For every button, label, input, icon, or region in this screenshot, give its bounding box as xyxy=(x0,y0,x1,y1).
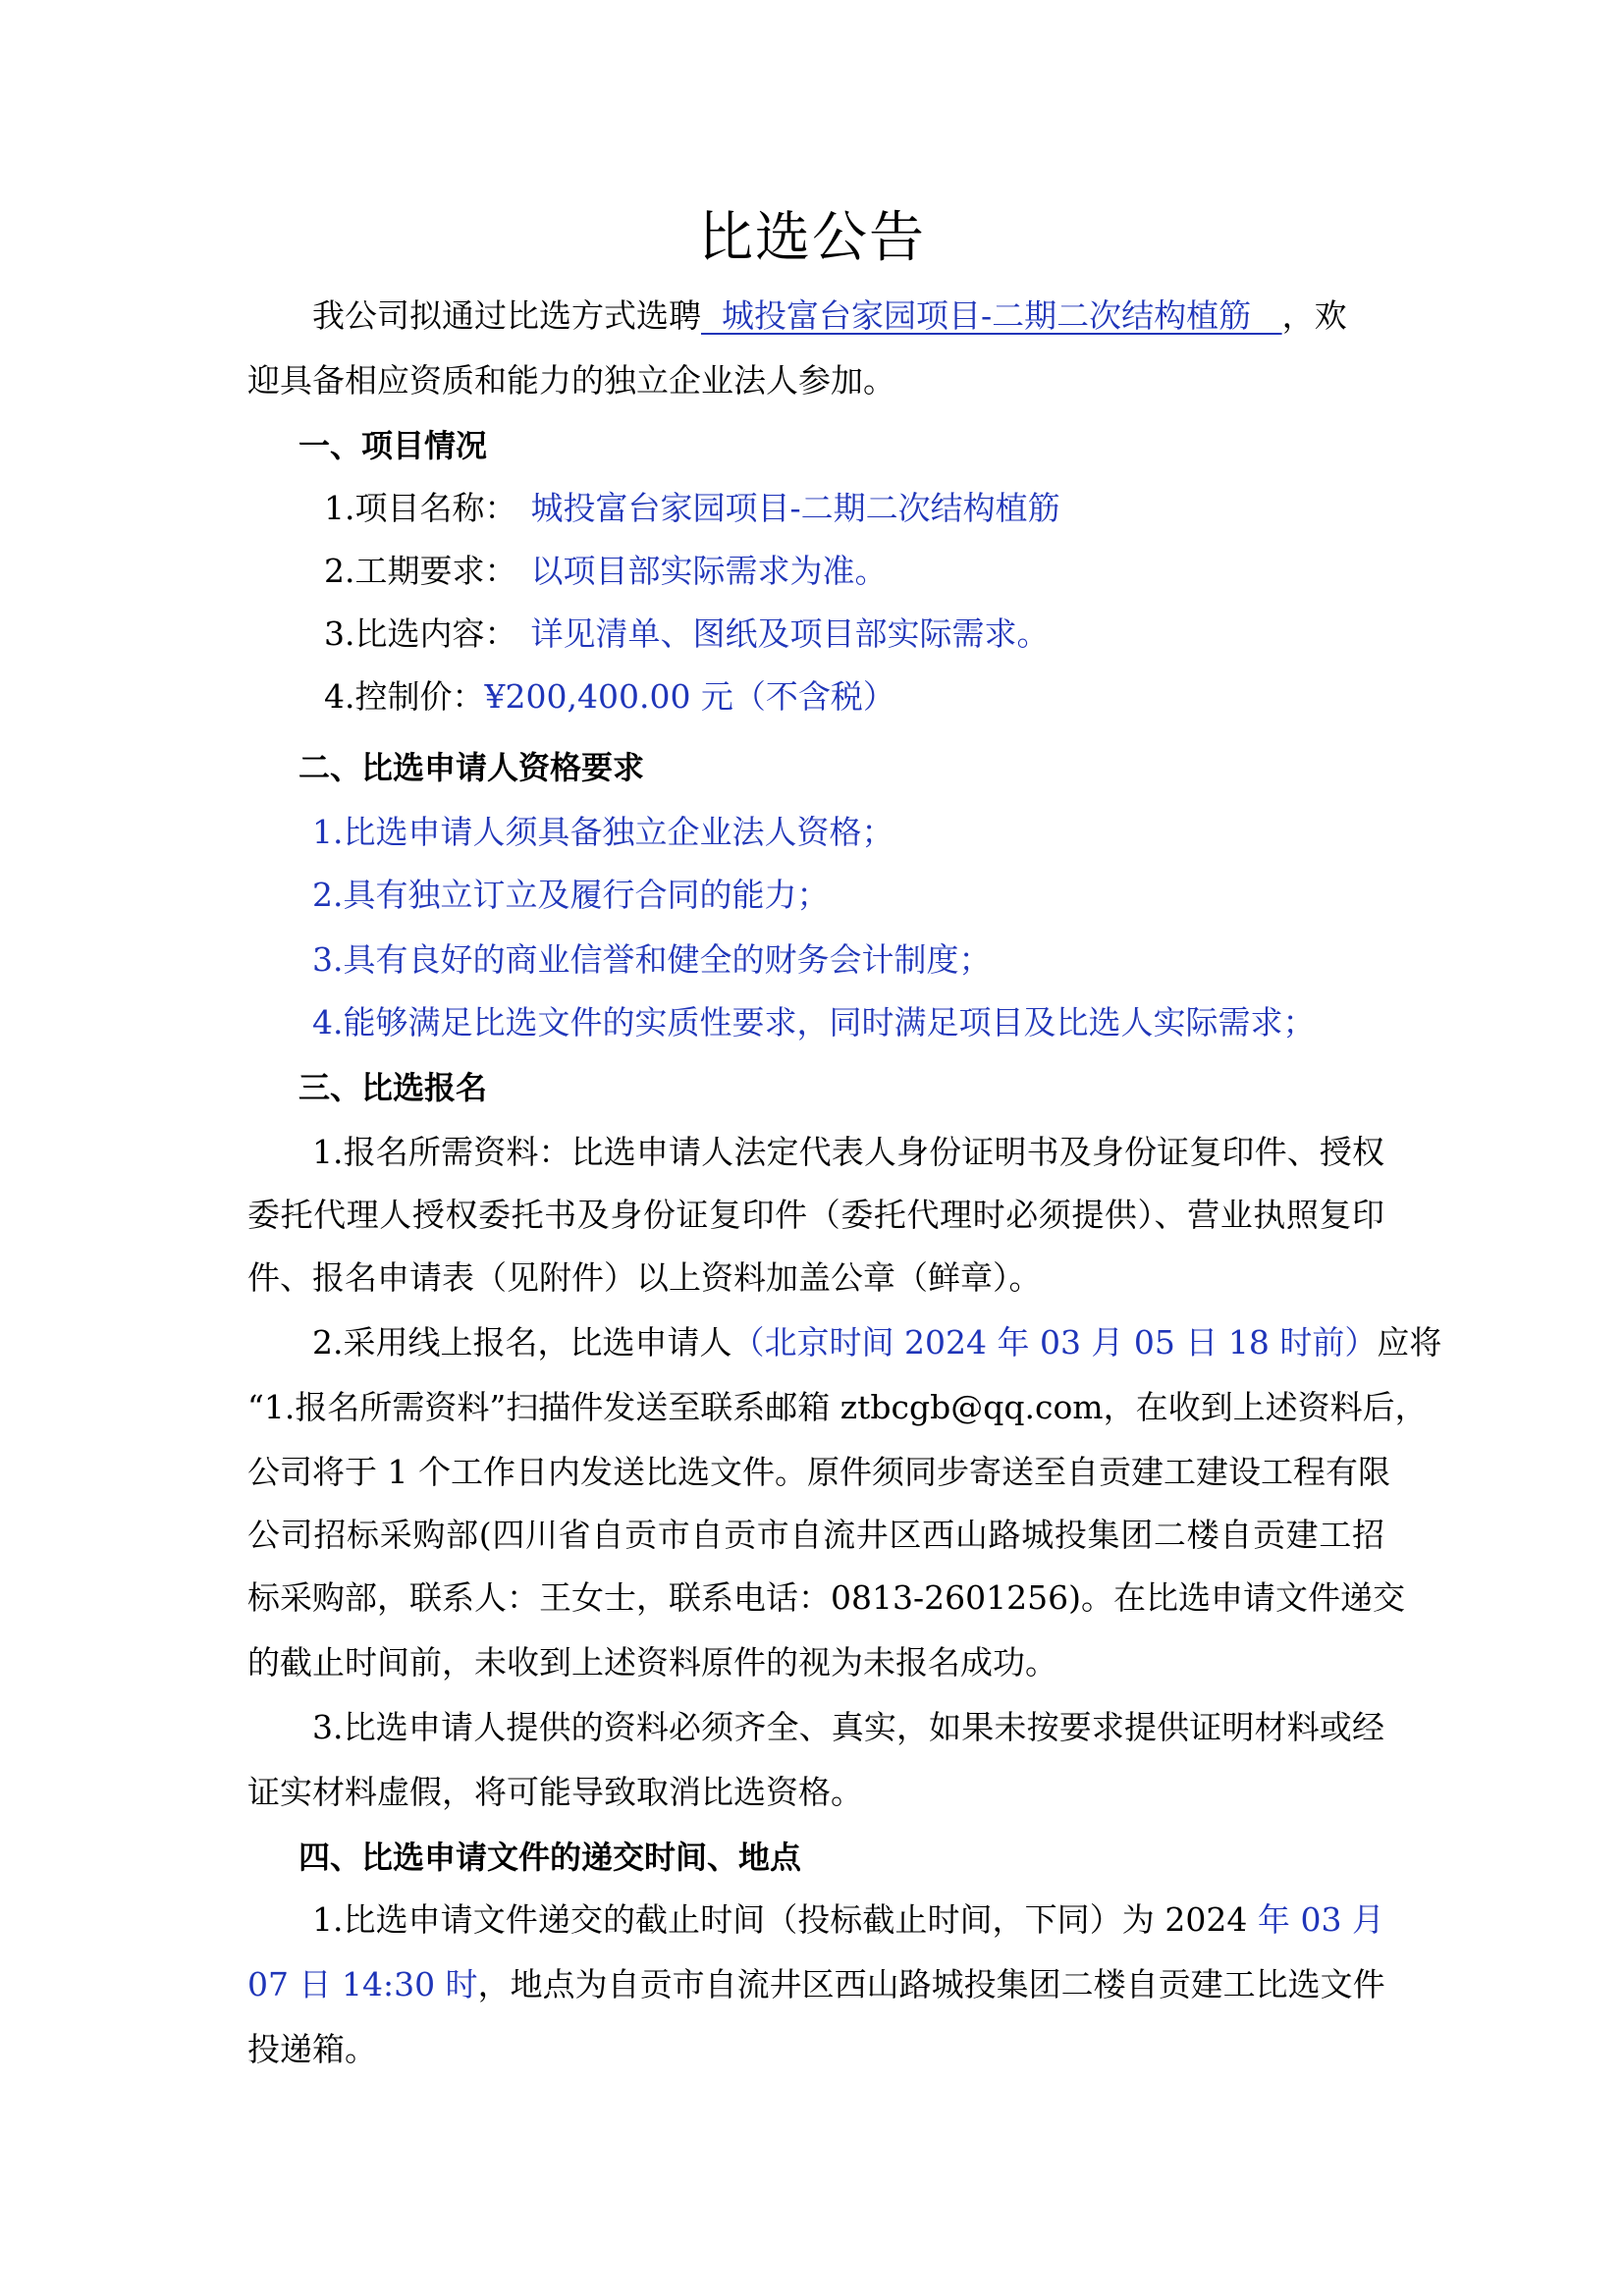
intro-text-end: ，欢 xyxy=(1281,296,1347,335)
online-registration-line: 标采购部，联系人：王女士，联系电话：0813-2601256)。在比选申请文件递交 xyxy=(247,1578,1405,1617)
online-registration-text: 2.采用线上报名，比选申请人 xyxy=(312,1323,732,1362)
content-row xyxy=(324,613,1050,656)
section-4-heading: 四、比选申请文件的递交时间、地点 xyxy=(298,1839,802,1876)
content-value: 详见清单、图纸及项目部实际需求。 xyxy=(530,614,1050,653)
content-label: 3.比选内容： xyxy=(324,614,517,653)
registration-materials-line: 1.报名所需资料：比选申请人法定代表人身份证明书及身份证复印件、授权 xyxy=(312,1133,1384,1171)
registration-materials-line: 件、报名申请表（见附件）以上资料加盖公章（鲜章）。 xyxy=(247,1258,1042,1297)
qualification-item: 2.具有独立订立及履行合同的能力； xyxy=(312,876,830,914)
submission-deadline-line: 投递箱。 xyxy=(247,2030,377,2068)
project-name-label: 1.项目名称： xyxy=(324,489,517,527)
project-name-value: 城投富台家园项目-二期二次结构植筋 xyxy=(530,489,1060,527)
page-title: 比选公告 xyxy=(698,206,926,270)
schedule-value: 以项目部实际需求为准。 xyxy=(530,552,888,590)
price-row xyxy=(324,675,895,719)
materials-authenticity-line: 3.比选申请人提供的资料必须齐全、真实，如果未按要求提供证明材料或经 xyxy=(312,1708,1384,1746)
section-2-heading: 二、比选申请人资格要求 xyxy=(298,749,645,786)
online-registration-text-end: 应将 xyxy=(1377,1323,1442,1362)
submission-deadline-line xyxy=(312,1898,1384,1942)
registration-materials-line: 委托代理人授权委托书及身份证复印件（委托代理时必须提供）、营业执照复印 xyxy=(247,1196,1384,1234)
project-name-row xyxy=(324,487,1060,530)
price-label: 4.控制价： xyxy=(324,677,485,716)
schedule-label: 2.工期要求： xyxy=(324,552,517,590)
qualification-item: 4.能够满足比选文件的实质性要求，同时满足项目及比选人实际需求； xyxy=(312,1003,1316,1041)
qualification-item: 1.比选申请人须具备独立企业法人资格； xyxy=(312,813,894,851)
section-3-heading: 三、比选报名 xyxy=(298,1069,488,1106)
intro-line-2: 迎具备相应资质和能力的独立企业法人参加。 xyxy=(247,361,895,400)
submission-deadline-time: 07 日 14:30 时 xyxy=(247,1965,478,2003)
price-value: ¥200,400.00 元（不含税） xyxy=(484,677,895,716)
materials-authenticity-line: 证实材料虚假，将可能导致取消比选资格。 xyxy=(247,1773,863,1811)
online-registration-line: 公司招标采购部(四川省自贡市自贡市自流井区西山路城投集团二楼自贡建工招 xyxy=(247,1516,1384,1554)
qualification-item: 3.具有良好的商业信誉和健全的财务会计制度； xyxy=(312,940,992,979)
online-registration-line xyxy=(312,1321,1442,1364)
intro-text: 我公司拟通过比选方式选聘 xyxy=(312,296,701,335)
intro-line-1 xyxy=(312,294,1347,338)
submission-deadline-date: 年 03 月 xyxy=(1247,1900,1384,1939)
schedule-row xyxy=(324,550,888,593)
online-registration-line: “1.报名所需资料”扫描件发送至联系邮箱 ztbcgb@qq.com，在收到上述资料后， xyxy=(247,1388,1428,1426)
intro-project-name: 城投富台家园项目-二期二次结构植筋 xyxy=(701,296,1282,335)
online-registration-line: 公司将于 1 个工作日内发送比选文件。原件须同步寄送至自贡建工建设工程有限 xyxy=(247,1453,1390,1491)
online-registration-line: 的截止时间前，未收到上述资料原件的视为未报名成功。 xyxy=(247,1643,1057,1682)
section-1-heading: 一、项目情况 xyxy=(298,427,488,464)
registration-deadline: （北京时间 2024 年 03 月 05 日 18 时前） xyxy=(731,1323,1378,1362)
submission-deadline-text: 1.比选申请文件递交的截止时间（投标截止时间，下同）为 2024 xyxy=(312,1900,1248,1939)
submission-deadline-line xyxy=(247,1963,1385,2006)
submission-location-text: ，地点为自贡市自流井区西山路城投集团二楼自贡建工比选文件 xyxy=(477,1965,1385,2003)
